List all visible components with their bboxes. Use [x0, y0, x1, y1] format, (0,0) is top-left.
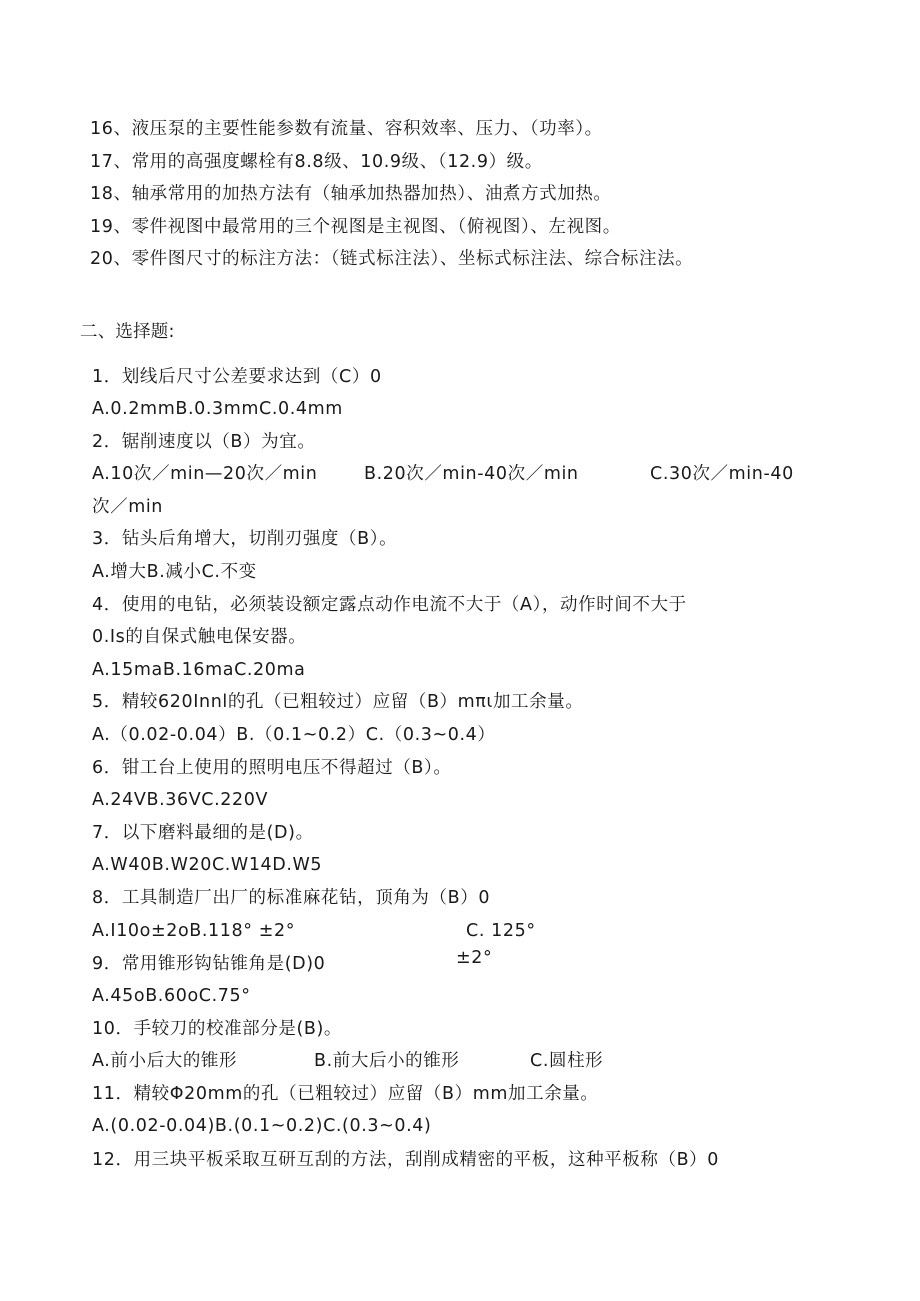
question-12: 12．用三块平板采取互研互刮的方法，刮削成精密的平板，这种平板称（B）0 [92, 1150, 720, 1170]
question-10: 10．手较刀的校准部分是(B)。 [92, 1019, 343, 1039]
question-2: 2．锯削速度以（B）为宜。 [92, 432, 316, 452]
question-1: 1．划线后尺寸公差要求达到（C）0 [92, 367, 382, 387]
question-2-option-c: C.30次／min-40 [650, 464, 794, 484]
question-8-options: A.I10o±2oB.118° ±2° [92, 921, 296, 941]
fill-item-19: 19、零件视图中最常用的三个视图是主视图、（俯视图）、左视图。 [90, 217, 621, 237]
question-5: 5．精较620Innl的孔（已粗较过）应留（B）mπι加工余量。 [92, 692, 584, 712]
question-8-option-c-cont: ±2° [456, 948, 493, 968]
question-7: 7．以下磨料最细的是(D)。 [92, 823, 314, 843]
question-4: 4．使用的电钻，必须装设额定露点动作电流不大于（A），动作时间不大于 [92, 595, 687, 615]
question-5-options: A.（0.02-0.04）B.（0.1~0.2）C.（0.3~0.4） [92, 725, 496, 745]
section-title: 二、选择题: [80, 322, 175, 342]
question-8: 8．工具制造厂出厂的标准麻花钻，顶角为（B）0 [92, 888, 491, 908]
question-8-option-c: C. 125° [466, 921, 536, 941]
question-10-option-b: B.前大后小的锥形 [314, 1051, 460, 1071]
question-10-option-a: A.前小后大的锥形 [92, 1051, 238, 1071]
question-2-option-b: B.20次／min-40次／min [364, 464, 579, 484]
question-10-option-c: C.圆柱形 [530, 1051, 604, 1071]
question-3-options: A.增大B.减小C.不变 [92, 562, 257, 582]
fill-item-18: 18、轴承常用的加热方法有（轴承加热器加热）、油煮方式加热。 [90, 184, 612, 204]
question-7-options: A.W40B.W20C.W14D.W5 [92, 855, 323, 875]
question-1-options: A.0.2mmB.0.3mmC.0.4mm [92, 399, 343, 419]
question-2-option-a: A.10次／min—20次／min [92, 464, 318, 484]
question-9: 9．常用锥形钩钻锥角是(D)0 [92, 954, 326, 974]
question-4-options: A.15maB.16maC.20ma [92, 660, 306, 680]
fill-item-17: 17、常用的高强度螺栓有8.8级、10.9级、（12.9）级。 [90, 152, 543, 172]
question-9-options: A.45oB.60oC.75° [92, 986, 251, 1006]
fill-item-16: 16、液压泵的主要性能参数有流量、容积效率、压力、（功率）。 [90, 119, 603, 139]
fill-item-20: 20、零件图尺寸的标注方法：（链式标注法）、坐标式标注法、综合标注法。 [90, 249, 694, 269]
question-3: 3．钻头后角增大，切削刃强度（B）。 [92, 529, 398, 549]
question-11: 11．精较Φ20mm的孔（已粗较过）应留（B）mm加工余量。 [92, 1084, 599, 1104]
question-2-option-c-cont: 次／min [92, 497, 164, 517]
question-4-cont: 0.Is的自保式触电保安器。 [92, 627, 307, 647]
question-11-options: A.(0.02-0.04)B.(0.1~0.2)C.(0.3~0.4) [92, 1116, 432, 1136]
question-6-options: A.24VB.36VC.220V [92, 790, 269, 810]
question-6: 6．钳工台上使用的照明电压不得超过（B）。 [92, 758, 452, 778]
